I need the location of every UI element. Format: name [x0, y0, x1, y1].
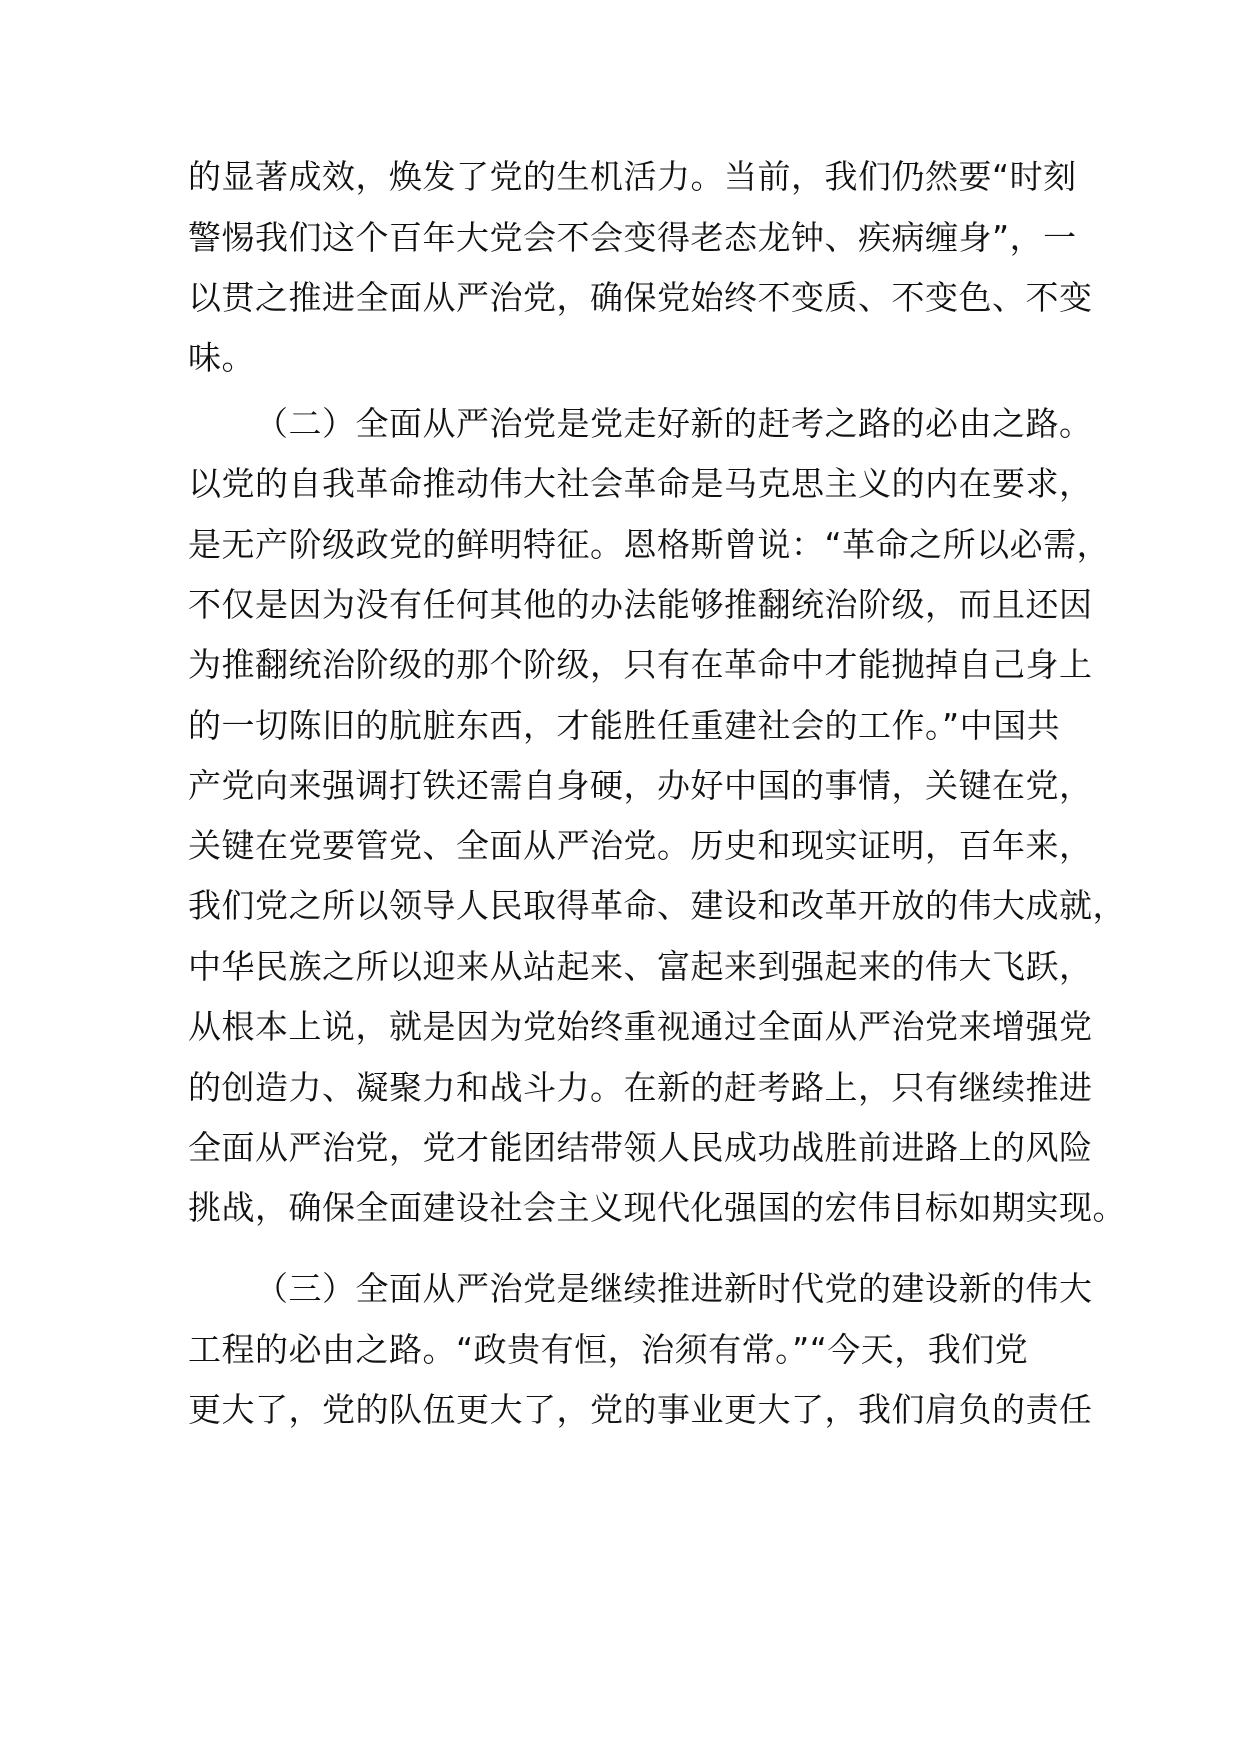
section-heading-3: （三）全面从严治党是继续推进新时代党的建设新的伟大	[255, 1269, 1093, 1308]
text-line: 是无产阶级政党的鲜明特征。恩格斯曾说：“革命之所以必需，	[188, 525, 1111, 564]
text-line: 警惕我们这个百年大党会不会变得老态龙钟、疾病缠身”，一	[188, 218, 1077, 257]
text-line: 我们党之所以领导人民取得革命、建设和改革开放的伟大成就，	[188, 886, 1126, 925]
text-line: 挑战，确保全面建设社会主义现代化强国的宏伟目标如期实现。	[188, 1188, 1126, 1227]
text-line: 更大了，党的队伍更大了，党的事业更大了，我们肩负的责任	[188, 1390, 1093, 1429]
text-line: 关键在党要管党、全面从严治党。历史和现实证明，百年来，	[188, 826, 1093, 865]
text-line: 为推翻统治阶级的那个阶级，只有在革命中才能抛掉自己身上	[188, 645, 1093, 684]
text-line: 的创造力、凝聚力和战斗力。在新的赶考路上，只有继续推进	[188, 1068, 1093, 1107]
text-line: 以贯之推进全面从严治党，确保党始终不变质、不变色、不变	[188, 278, 1093, 317]
text-line: 以党的自我革命推动伟大社会革命是马克思主义的内在要求，	[188, 464, 1093, 503]
text-line: 中华民族之所以迎来从站起来、富起来到强起来的伟大飞跃，	[188, 947, 1093, 986]
text-line: 不仅是因为没有任何其他的办法能够推翻统治阶级，而且还因	[188, 585, 1093, 624]
section-heading-2: （二）全面从严治党是党走好新的赶考之路的必由之路。	[255, 404, 1093, 443]
text-line: 味。	[188, 338, 255, 377]
text-line: 产党向来强调打铁还需自身硬，办好中国的事情，关键在党，	[188, 766, 1093, 805]
text-line: 的一切陈旧的肮脏东西，才能胜任重建社会的工作。”中国共	[188, 706, 1061, 745]
text-line: 从根本上说，就是因为党始终重视通过全面从严治党来增强党	[188, 1007, 1093, 1046]
text-line: 工程的必由之路。“政贵有恒，治须有常。”“今天，我们党	[188, 1330, 1029, 1369]
text-line: 全面从严治党，党才能团结带领人民成功战胜前进路上的风险	[188, 1128, 1093, 1167]
text-line: 的显著成效，焕发了党的生机活力。当前，我们仍然要“时刻	[188, 157, 1077, 196]
